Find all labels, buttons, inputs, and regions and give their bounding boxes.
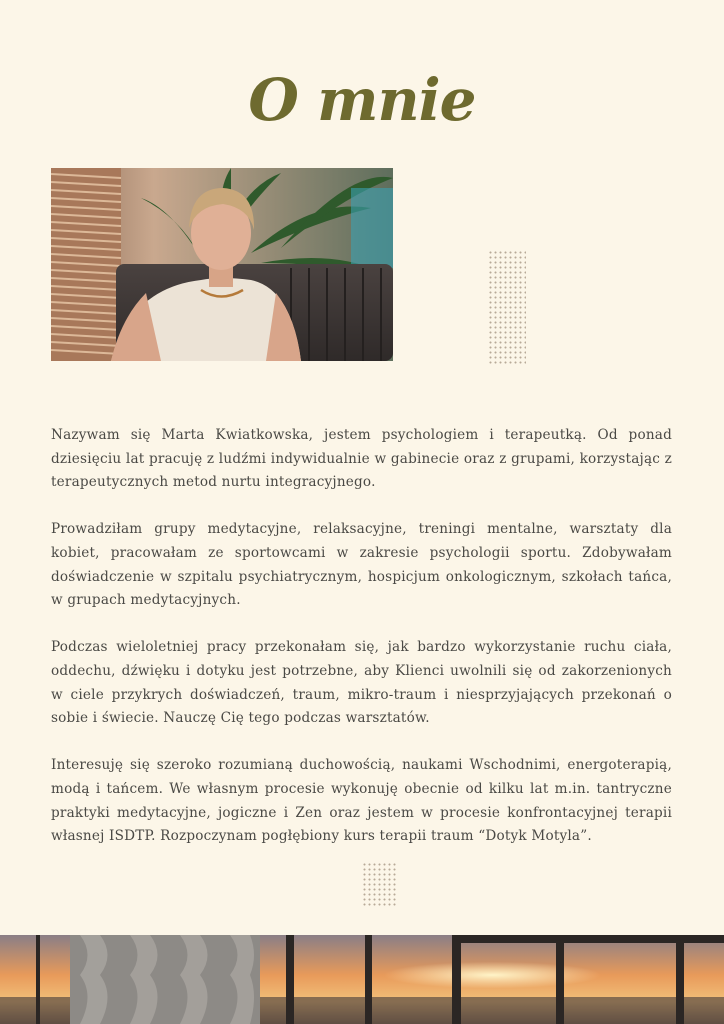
sunset-photo — [0, 935, 724, 1024]
paragraph-1: Nazywam się Marta Kwiatkowska, jestem psychologiem i terapeutką. Od ponad dziesięciu lat pracuję z ludźmi indywidualnie w gabinecie oraz z grupami, korzystając z terapeutycznych metod nurtu integracyjnego. — [51, 427, 672, 491]
about-text — [51, 424, 672, 872]
paragraph-4: Interesuję się szeroko rozumianą duchowością, naukami Wschodnimi, energoterapią, modą i tańcem. We własnym procesie wykonuję obecnie od kilku lat m.in. tantryczne praktyki medytacyjne, jogiczne i Zen oraz jestem w procesie konfrontacyjnej terapii własnej ISDTP. Rozpoczynam pogłębiony kurs terapii traum “Dotyk Motyla”. — [51, 757, 672, 845]
paragraph-2: Prowadziłam grupy medytacyjne, relaksacyjne, treningi mentalne, warsztaty dla kobiet, pracowałam ze sportowcami w zakresie psychologii sportu. Zdobywałam doświadczenie w szpitalu psychiatrycznym, hospicjum onkologicznym, szkołach tańca, w grupach medytacyjnych. — [51, 521, 672, 609]
paragraph-3: Podczas wieloletniej pracy przekonałam się, jak bardzo wykorzystanie ruchu ciała, oddechu, dźwięku i dotyku jest potrzebne, aby Klienci uwolnili się od zakorzenionych w ciele przykrych doświadczeń, traum, mikro-traum i niesprzyjających przekonań o sobie i świecie. Nauczę Cię tego podczas warsztatów. — [51, 639, 672, 727]
portrait-photo — [51, 168, 393, 361]
decorative-dot-grid-top — [488, 250, 526, 366]
page-title: O mnie — [248, 66, 476, 134]
